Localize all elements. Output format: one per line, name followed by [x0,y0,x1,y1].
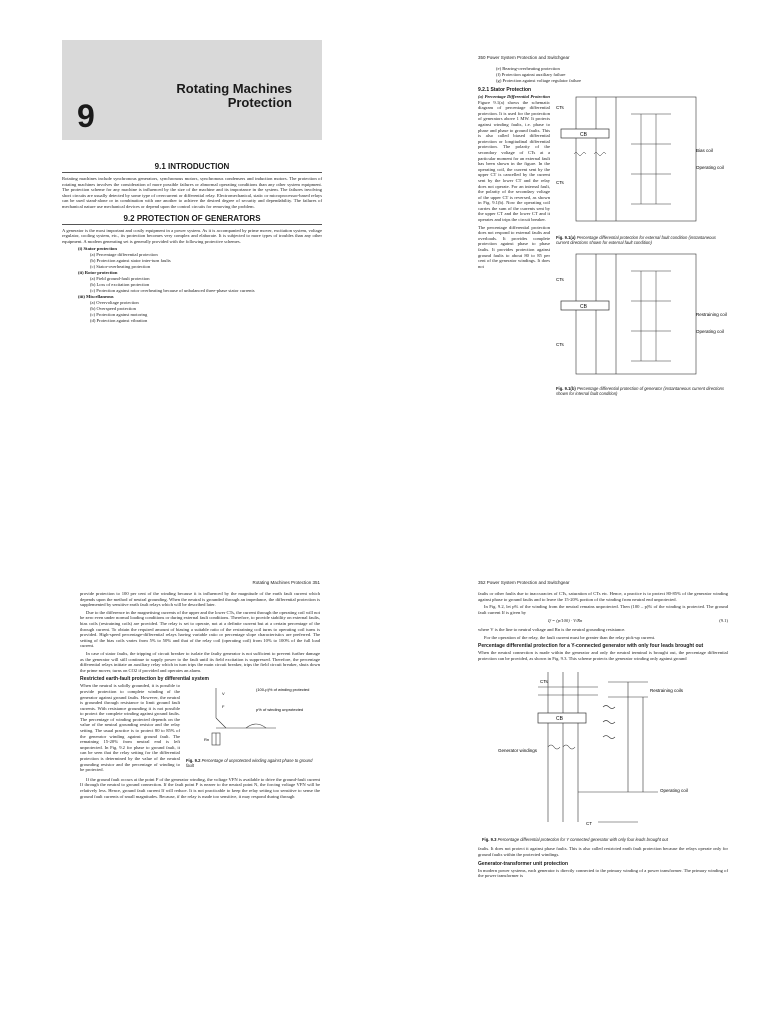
figure-9-3 [478,667,728,832]
list-item: (a) Overvoltage protection [90,300,139,306]
protected-label: p% of winding unprotected [256,707,304,713]
p352-paragraph-4: For the operation of the relay, the fault current must be greater than the relay pick-up current. [484,634,656,640]
generator-windings-label: Generator windings [498,748,538,754]
v-label: V [222,691,225,697]
page-350 [478,55,728,396]
section-heading-generators: 9.2 PROTECTION OF GENERATORS [62,214,322,225]
figure-9-1a [556,94,728,229]
generators-paragraph: A generator is the most important and costly equipment in a power system. As it is accompanied by prime mover, excitation system, voltage regulator, cooling system, etc., its protection becomes very complex and elaborate. It is subjected to more types of troubles than any other equipment. A modern generating set is generally provided with the following protective schemes. [62,227,322,244]
p352-paragraph-7: In modern power systems, each generator is directly connected to the primary winding of a power transformer. The primary winding of the power transformer is [478,867,728,879]
ct-label-fig3: CT [586,821,592,827]
p351-paragraph-4: When the neutral is solidly grounded, it is possible to provide protection to complete winding of the generator against ground faults. However, the neutral is grounded through resistance to limit ground fault currents. With resistance grounding it is not possible to protect the complete winding against ground faults. The percentage of winding protected depends on the value of the neutral grounding resistor and the relay setting. The usual practice is to protect 80 to 85% of the generator winding against ground fault. The remaining 15-20% from neutral end is left unprotected. In Fig. 9.2 for phase to ground fault, it can be seen that the relay setting for the differential protection is determined by the value of the neutral grounding resistor and the percentage of winding to be protected. [80,683,180,773]
list-item: (b) Loss of excitation protection [90,282,150,288]
fig-9-3-caption: Percentage differential protection for Y connected generator with only four leads brought out [497,837,668,843]
fig-9-2-label: Fig. 9.2 [186,758,201,764]
stator-paragraph-2: The percentage differential protection does not respond to external faults and overloads. It provides complete protection against phase to phase faults. It provides protection against ground faults to about 80 to 85 per cent of the generator windings. It does not [478,224,550,269]
unprotected-label: (100-p)% of winding protected [256,687,310,693]
stator-paragraph: Figure 9.1(a) shows the schematic diagram of percentage differential protection. It is used for the protection of generators above 1 MW. It protects against winding faults, i.e. phase to phase and phase to ground faults. This is also called biased differential protection or longitudinal differential protection. The polarity of the secondary voltage of CTs at a particular moment for an external fault has been shown in the figure. In the operating coil, the current sent by the upper CT is cancelled by the current sent by the lower CT and the relay does not operate. For an internal fault, the polarity of the secondary voltage of the upper CT is reversed, as shown in Fig. 9.1(b). Now the operating coil carries the sum of the currents sent by the upper CT and the lower CT and it operates and trips the circuit breaker. [478,99,550,223]
operating-coil-label: Operating coil [696,165,724,170]
operating-coil-label-fig3: Operating coil [660,788,688,794]
fig-9-2-caption: Percentage of unprotected winding against phase to ground fault [186,758,313,769]
fig-9-1a-caption: Percentage differential protection for external fault condition (instantaneous current directions shown for external fault condition) [556,235,716,245]
cb-label-b: CB [580,304,587,310]
cts-label-b-top: CTs [556,277,564,282]
p352-paragraph-5: When the neutral connection is made within the generator and only the neutral terminal is brought out, the percentage differential protection can be provided, as shown in Fig. 9.3. This scheme protects the generator winding only against ground [478,650,728,661]
equation-number: (9.1) [719,618,728,624]
list-item: (a) Field ground-fault protection [90,276,150,282]
chapter-number: 9 [77,98,95,134]
list-item: (c) Protection against rotor overheating because of unbalanced three-phase stator currents [90,288,255,294]
fig-9-3-label: Fig. 9.3 [482,837,497,843]
p351-paragraph-5: If the ground fault occurs at the point F of the generator winding, the voltage VFN is available to drive the ground-fault current If through the neutral to ground connection. If the fault point F is nearer to the neutral point N, the forcing voltage VFN will be relatively less. Hence, ground fault current If will reduce. It is not practicable to keep the relay setting too sensitive to sense the ground fault currents of small magnitudes. Because, if the relay is made too sensitive, it may respond during through [80,776,320,799]
chapter-title-line2: Protection [227,95,292,110]
protection-scheme-list [62,246,322,324]
f-label: F [222,704,225,710]
list-item: (b) Overspeed protection [90,306,136,312]
section-heading-introduction: 9.1 INTRODUCTION [62,162,322,173]
p351-paragraph-3: In case of stator faults, the tripping of circuit breaker to isolate the faulty generator is not sufficient to prevent further damage as the generator will still continue to supply power to the fault until its field excitation is suppressed. Therefore, the percentage differential relays initiate an auxiliary relay which in turn trips the main circuit breaker, trips the field circuit breaker, shuts down the prime mover, turns on CO2 if provided and operates an alarm. [80,650,320,673]
p351-paragraph-2: Due to the difference in the magnetising currents of the upper and the lower CTs, the current through the operating coil will not be zero even under normal loading conditions or during external fault conditions. Therefore, to provide stability on external faults, bias coils (restraining coils) are provided. The relay is set to operate, not at a definite current but at a certain percentage of the through current. To obtain the required amount of biasing a suitable ratio of the restraining coil turns to operating coil turns is provided. High-speed percentage-differential relays having variable ratio or percentage slope characteristics are preferred. The setting of the bias coils varies from 5% to 50% and that of the relay coil (operating coil) from 10% to 100% of the full load current. [80,609,320,649]
percentage-differential-heading: (a) Percentage Differential Protection [478,94,550,99]
cts-label-top: CTs [556,105,564,110]
restricted-earth-fault-heading: Restricted earth-fault protection by differential system [80,676,209,683]
restraining-coil-label: Restraining coil [696,312,727,317]
fig-9-1b-label: Fig. 9.1(b) [556,386,576,391]
list-item: (ii) Rotor protection [78,270,118,276]
running-header: 350 Power System Protection and Switchgear [478,55,570,60]
list-item: (d) Protection against vibration [90,318,148,324]
list-item: (f) Protection against auxiliary failure [496,72,566,77]
chapter-title [62,82,292,110]
p351-paragraph-1: provide protection to 100 per cent of the winding because it is influenced by the magnitude of the earth fault current which depends upon the method of neutral grounding. When the neutral is grounded through an impedance, the differential protection is supplemented by sensitive earth fault relays which will be described later. [80,591,320,608]
list-item: (e) Bearing-overheating protection [496,66,560,71]
p352-paragraph-3: where V is the line to neutral voltage and Rn is the neutral grounding resistance. [478,626,626,632]
cts-label-bottom: CTs [556,180,564,185]
list-item: (i) Stator protection [78,246,117,252]
figure-9-1b [556,251,728,381]
generator-transformer-heading: Generator-transformer unit protection [478,860,569,867]
bias-coil-label: Bias coil [696,148,713,153]
cb-label: CB [580,132,587,138]
page-351 [80,580,320,801]
stator-protection-heading: 9.2.1 Stator Protection [478,87,532,93]
fig-9-1a-label: Fig. 9.1(a) [556,235,576,240]
list-item: (iii) Miscellaneous [78,294,114,300]
list-item: (g) Protection against voltage regulator failure [496,78,582,83]
figure-9-2 [186,683,320,753]
p352-paragraph-6: faults. It does not protect it against phase faults. This is also called restricted earth fault protection because the relays operate only for ground faults within the protected windings. [478,846,728,857]
p352-paragraph-1: faults or other faults due to inaccuracies of CTs, saturation of CTs etc. Hence, a practice is to protect 80-85% of the generator winding against phase to ground faults and to leave the 15-20% portion of the winding from neutral end unprotected. [478,591,728,602]
list-item: (c) Stator-overheating protection [90,264,151,270]
y-connected-heading: Percentage differential protection for a Y-connected generator with only four leads brought out [478,643,704,650]
list-item: (c) Protection against motoring [90,312,148,318]
running-header-351: Rotating Machines Protection 351 [252,580,320,585]
cb-label-fig3: CB [556,716,563,723]
list-item: (b) Protection against stator inter-turn faults [90,258,171,264]
cts-label-b-bottom: CTs [556,342,564,347]
continued-list [478,66,728,84]
list-item: (a) Percentage differential protection [90,252,158,258]
rn-label: Rn [204,737,210,743]
equation-9-1: If = (p/100) · V/Rn [548,618,583,624]
fig-9-1b-caption: Percentage differential protection of generator (instantaneous current directions shown for internal fault condition) [556,386,725,396]
running-header-352: 352 Power System Protection and Switchgear [478,580,570,585]
intro-paragraph: Rotating machines include synchronous generators, synchronous motors, synchronous condensers and induction motors. The protection of rotating machines involves the consideration of more possible failures or abnormal operating conditions than any other system equipment. The protection scheme for any machine is influenced by the size of the machine and its importance in the system. The failures involving short circuits are usually detected by some type of overcurrent or differential relay. Electromechanical, static or microprocessor-based relays can be used stand-alone or in combination with one another to achieve the desired degree of security and dependability. The failures of mechanical nature use mechanical devices or depend upon the control circuits for removing the problem. [62,176,322,209]
chapter-title-line1: Rotating Machines [176,81,292,96]
cts-label-fig3: CTs [540,679,548,685]
restraining-coils-label: Restraining coils [650,688,684,694]
p352-paragraph-2: In Fig. 9.2, let p% of the winding from the neutral remains unprotected. Then (100 – p)% of the winding is protected. The ground fault current If is given by [478,604,728,615]
page-352 [478,580,728,881]
operating-coil-label-b: Operating coil [696,329,724,334]
